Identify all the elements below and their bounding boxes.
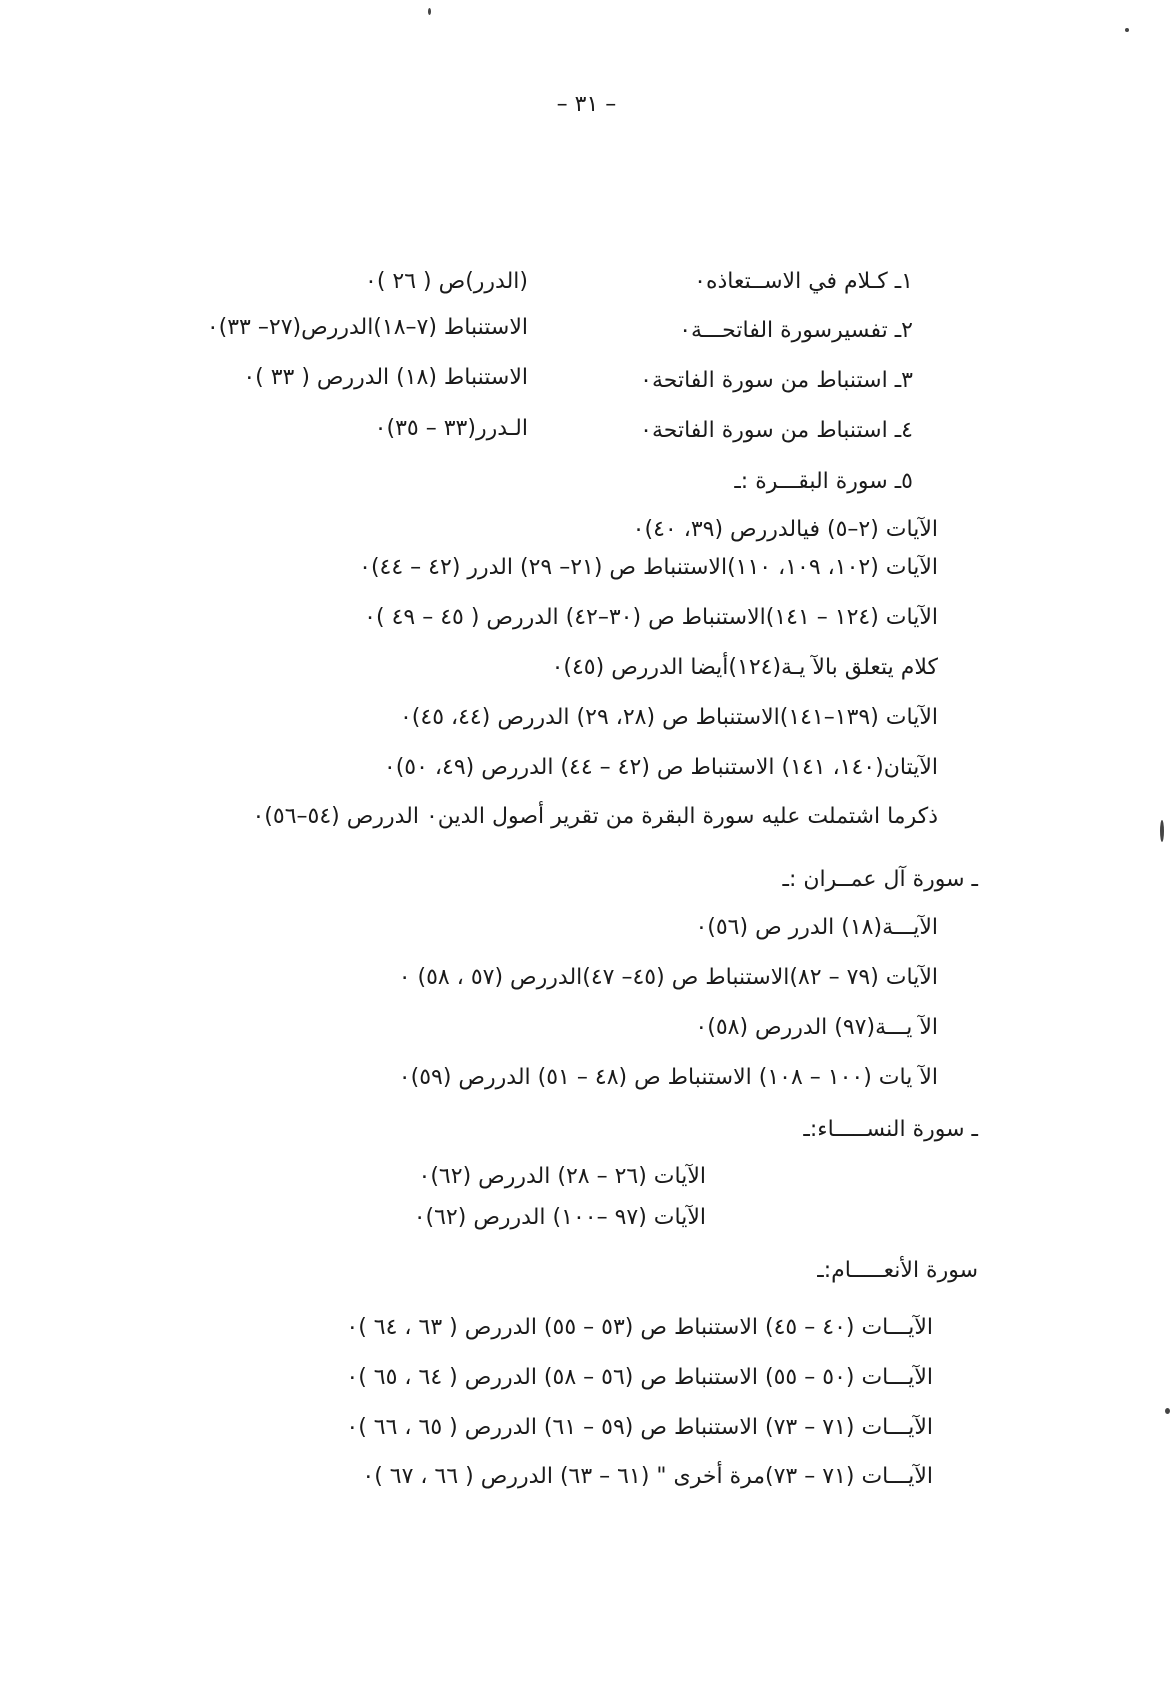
scan-speck [1125,28,1129,32]
scan-speck [1160,820,1164,842]
toc-ref: الـدرر(٣٣ – ٣٥)٠ [374,416,528,441]
entry-line: الآيات (١٣٩–١٤١)الاستنباط ص (٢٨، ٢٩) الدررص (٤٤، ٤٥)٠ [399,705,938,730]
entry-line: الآيتان(١٤٠، ١٤١) الاستنباط ص (٤٢ – ٤٤) الدررص (٤٩، ٥٠)٠ [383,755,938,780]
section-heading-al-imran: ـ سورة آل عمــران :ـ [782,867,978,892]
entry-line: الآيات (٢٦ – ٢٨) الدررص (٦٢)٠ [418,1164,706,1189]
scan-speck [428,8,431,15]
toc-ref: الاستنباط (١٨) الدررص ( ٣٣ )٠ [243,365,528,390]
entry-line: الآيـــات (٧١ – ٧٣) الاستنباط ص (٥٩ – ٦١) الدررص ( ٦٥ ، ٦٦ )٠ [346,1415,933,1440]
entry-line: الآيـــات (٥٠ – ٥٥) الاستنباط ص (٥٦ – ٥٨) الدررص ( ٦٤ ، ٦٥ )٠ [346,1365,933,1390]
toc-topic: ٢ـ تفسيرسورة الفاتحـــة٠ [679,318,913,343]
scan-speck [1165,1408,1170,1414]
toc-ref: (الدرر)ص ( ٢٦ )٠ [365,269,528,294]
entry-line: الآ يات (١٠٠ – ١٠٨) الاستنباط ص (٤٨ – ٥١) الدررص (٥٩)٠ [398,1065,938,1090]
entry-line: الآ يـــة(٩٧) الدررص (٥٨)٠ [695,1015,938,1040]
entry-line: الآيات (١٠٢، ١٠٩، ١١٠)الاستنباط ص (٢١– ٢٩) الدرر (٤٢ – ٤٤)٠ [359,555,938,580]
entry-line: ذكرما اشتملت عليه سورة البقرة من تقرير أصول الدين٠ الدررص (٥٤–٥٦)٠ [252,804,938,829]
entry-line: الآيات (٩٧ –١٠٠) الدررص (٦٢)٠ [413,1205,706,1230]
entry-line: الآيـــة(١٨) الدرر ص (٥٦)٠ [695,915,938,940]
entry-line: الآيات (١٢٤ – ١٤١)الاستنباط ص (٣٠–٤٢) الدررص ( ٤٥ – ٤٩ )٠ [364,605,938,630]
section-heading-anam: سورة الأنعـــــام:ـ [817,1258,978,1283]
section-heading-baqarah: ٥ـ سورة البقـــرة :ـ [734,469,913,494]
toc-ref: الاستنباط (٧–١٨)الدررص(٢٧– ٣٣)٠ [206,315,528,340]
entry-line: كلام يتعلق بالآ يـة(١٢٤)أيضا الدررص (٤٥)٠ [551,655,938,680]
entry-line: الآيـــات (٧١ – ٧٣)مرة أخرى " (٦١ – ٦٣) الدررص ( ٦٦ ، ٦٧ )٠ [362,1464,933,1489]
section-heading-nisa: ـ سورة النســـــاء:ـ [803,1117,978,1142]
entry-line: الآيات (٢–٥) فيالدررص (٣٩، ٤٠)٠ [632,517,938,542]
entry-line: الآيات (٧٩ – ٨٢)الاستنباط ص (٤٥– ٤٧)الدررص (٥٧ ، ٥٨) ٠ [398,965,938,990]
page-number: – ٣١ – [556,92,617,117]
entry-line: الآيـــات (٤٠ – ٤٥) الاستنباط ص (٥٣ – ٥٥) الدررص ( ٦٣ ، ٦٤ )٠ [346,1315,933,1340]
toc-topic: ١ـ كـلام في الاســتعاذه٠ [694,269,913,294]
toc-topic: ٣ـ استنباط من سورة الفاتحة٠ [640,368,913,393]
toc-topic: ٤ـ استنباط من سورة الفاتحة٠ [640,418,913,443]
